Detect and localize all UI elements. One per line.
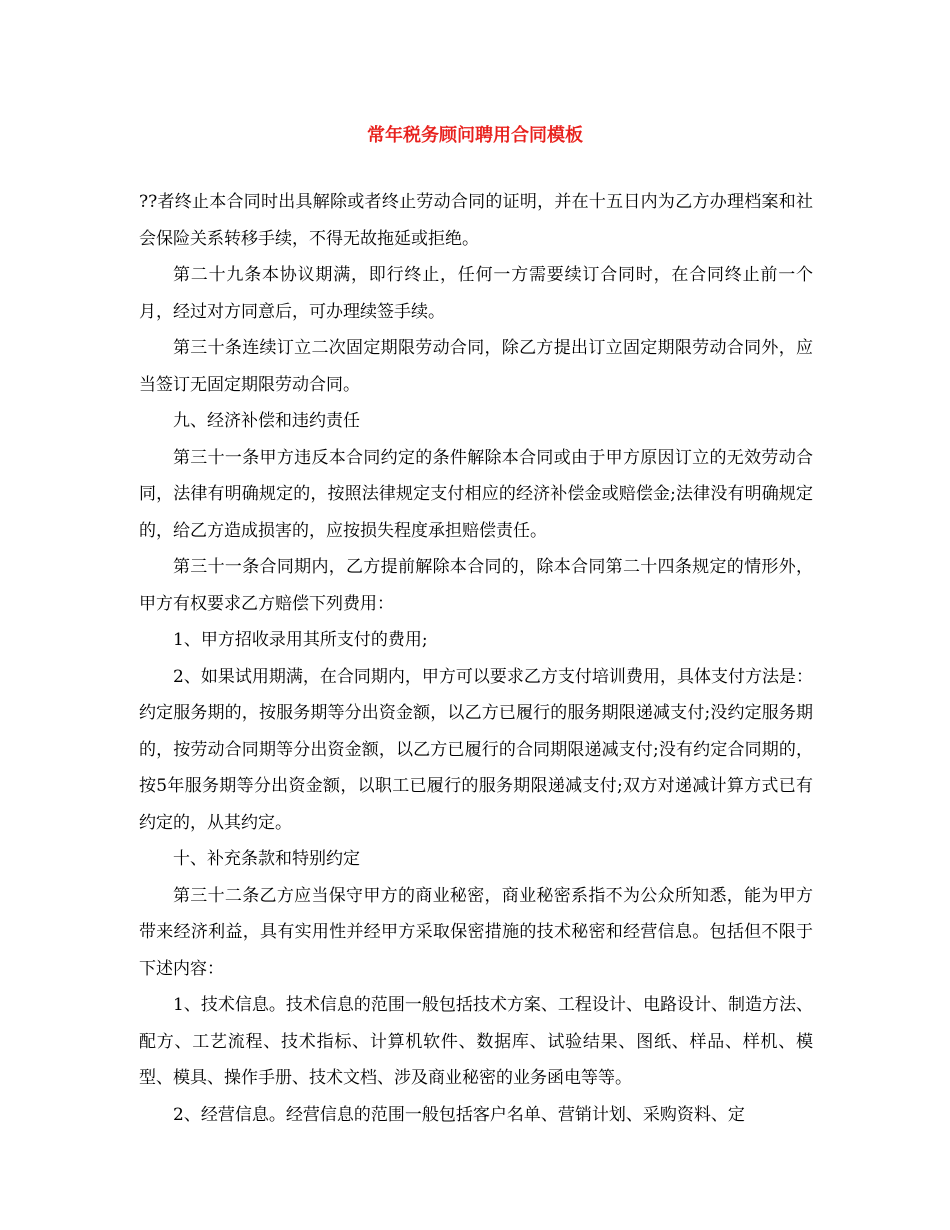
section-heading-supplementary: 十、补充条款和特别约定 bbox=[173, 849, 360, 869]
list-item-technical-info: 1、技术信息。技术信息的范围一般包括技术方案、工程设计、电路设计、制造方法、配方、工艺流程、技术指标、计算机软件、数据库、试验结果、图纸、样品、样机、模型、模具、操作手册、技术文档、涉及商业秘密的业务函电等等。 bbox=[139, 995, 813, 1088]
paragraph-article-32: 第三十二条乙方应当保守甲方的商业秘密，商业秘密系指不为公众所知悉，能为甲方带来经济利益，具有实用性并经甲方采取保密措施的技术秘密和经营信息。包括但不限于下述内容： bbox=[139, 885, 813, 979]
list-item-2: 2、如果试用期满，在合同期内，甲方可以要求乙方支付培训费用，具体支付方法是：约定服务期的，按服务期等分出资金额，以乙方已履行的服务期限递减支付;没约定服务期的，按劳动合同期等分出资金额，以乙方已履行的合同期限递减支付;没有约定合同期的，按5年服务期等分出资金额，以职工已履行的服务期限递减支付;双方对递减计算方式已有约定的，从其约定。 bbox=[139, 666, 813, 833]
document-title: 常年税务顾问聘用合同模板 bbox=[367, 125, 583, 146]
paragraph-article-29: 第二十九条本协议期满，即行终止，任何一方需要续订合同时，在合同终止前一个月，经过对方同意后，可办理续签手续。 bbox=[139, 265, 813, 322]
list-item-business-info: 2、经营信息。经营信息的范围一般包括客户名单、营销计划、采购资料、定 bbox=[173, 1104, 745, 1125]
paragraph-article-30: 第三十条连续订立二次固定期限劳动合同，除乙方提出订立固定期限劳动合同外，应当签订无固定期限劳动合同。 bbox=[139, 338, 813, 395]
paragraph-article-31: 第三十一条甲方违反本合同约定的条件解除本合同或由于甲方原因订立的无效劳动合同，法律有明确规定的，按照法律规定支付相应的经济补偿金或赔偿金;法律没有明确规定的，给乙方造成损害的，应按损失程度承担赔偿责任。 bbox=[139, 447, 813, 541]
section-heading-compensation: 九、经济补偿和违约责任 bbox=[173, 411, 360, 431]
document-body bbox=[139, 184, 813, 1133]
paragraph-continuation: ??者终止本合同时出具解除或者终止劳动合同的证明，并在十五日内为乙方办理档案和社会保险关系转移手续，不得无故拖延或拒绝。 bbox=[139, 192, 813, 249]
list-item-1: 1、甲方招收录用其所支付的费用; bbox=[173, 630, 428, 650]
paragraph-article-31-b: 第三十一条合同期内，乙方提前解除本合同的，除本合同第二十四条规定的情形外，甲方有权要求乙方赔偿下列费用： bbox=[139, 557, 813, 614]
